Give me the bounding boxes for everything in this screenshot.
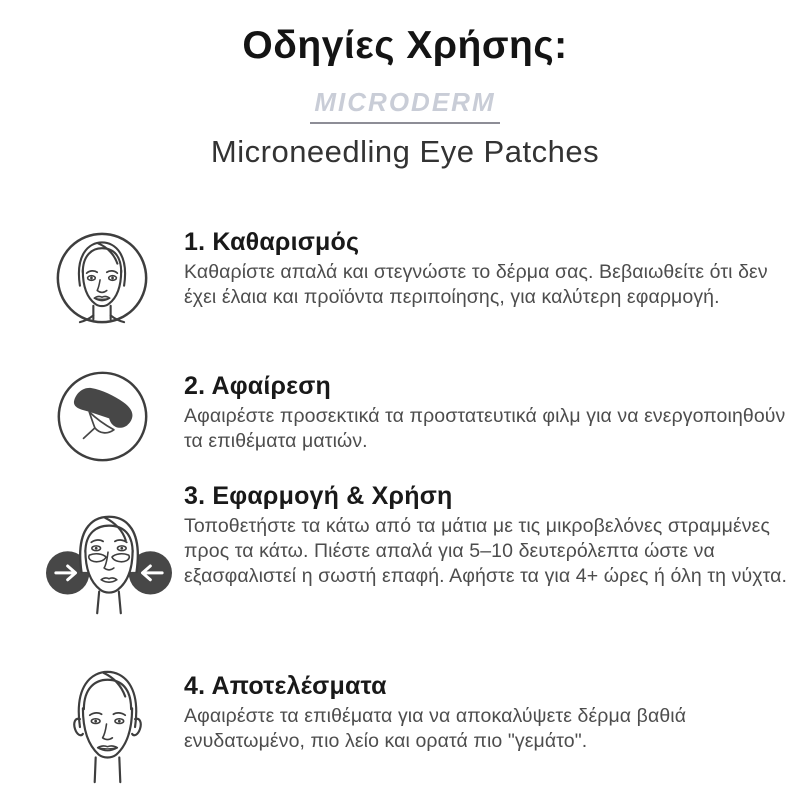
brand-name: MICRODERM	[310, 87, 499, 124]
face-cleanse-icon	[54, 229, 150, 332]
product-subtitle: Microneedling Eye Patches	[210, 134, 600, 169]
step-2-heading: 2. Αφαίρεση	[184, 372, 332, 400]
face-result-icon	[58, 664, 157, 795]
face-apply-icon	[46, 500, 172, 633]
step-4-heading: 4. Αποτελέσματα	[184, 672, 387, 700]
step-1-body: Καθαρίστε απαλά και στεγνώστε το δέρμα σας. Βεβαιωθείτε ότι δεν έχει έλαια και προϊόντα περιποίησης, για καλύτερη εφαρμογή.	[184, 261, 768, 308]
patch-peel-icon	[55, 369, 150, 469]
step-1	[184, 227, 800, 310]
step-1-heading: 1. Καθαρισμός	[184, 228, 360, 256]
step-3-heading: 3. Εφαρμογή & Χρήση	[184, 482, 453, 510]
step-4-body: Αφαιρέστε τα επιθέματα για να αποκαλύψετε δέρμα βαθιά ενυδατωμένο, πιο λείο και ορατά πιο "γεμάτο".	[184, 705, 687, 752]
step-4	[184, 671, 800, 754]
step-3	[184, 481, 800, 589]
step-2	[184, 371, 800, 454]
step-3-body: Τοποθετήστε τα κάτω από τα μάτια με τις μικροβελόνες στραμμένες προς τα κάτω. Πιέστε απαλά για 5–10 δευτερόλεπτα ώστε να εξασφαλιστεί η σωστή επαφή. Αφήστε τα για 4+ ώρες ή όλη τη νύχτα.	[184, 515, 788, 587]
brand-row	[0, 87, 810, 124]
page-title: Οδηγίες Χρήσης:	[242, 24, 568, 67]
step-2-body: Αφαιρέστε προσεκτικά τα προστατευτικά φιλμ για να ενεργοποιηθούν τα επιθέματα ματιών.	[184, 405, 786, 452]
